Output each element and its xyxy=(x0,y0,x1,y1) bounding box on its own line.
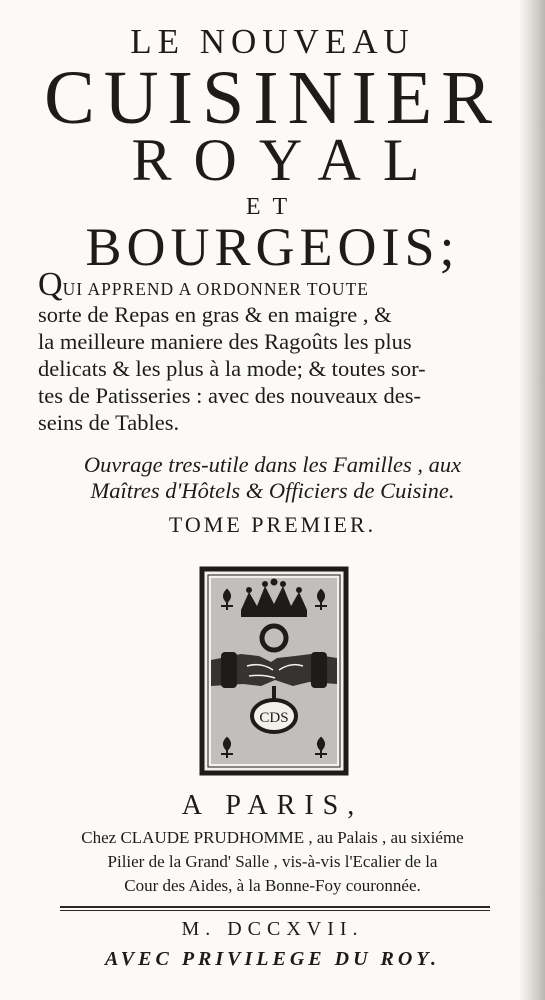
description-line-1 xyxy=(38,266,510,303)
imprint-line-3: Cour des Aides, à la Bonne-Foy couronnée. xyxy=(124,876,421,895)
imprint-line-2: Pilier de la Grand' Salle , vis-à-vis l'Ecalier de la xyxy=(107,852,438,871)
description-line-3: la meilleure maniere des Ragoûts les plus xyxy=(38,329,412,354)
title-line-cuisinier: CUISINIER xyxy=(44,56,501,140)
divider-rule-thin xyxy=(60,910,490,911)
divider-rule xyxy=(60,906,490,908)
subtitle-line-1: Ouvrage tres-utile dans les Familles , aux xyxy=(83,452,462,477)
royal-privilege: AVEC PRIVILEGE DU ROY. xyxy=(104,948,441,970)
emblem-monogram: CDS xyxy=(259,710,289,726)
page-edge-shadow xyxy=(519,0,545,1000)
printer-device-crown-handshake-icon xyxy=(199,566,349,776)
title-line-royal: ROYAL xyxy=(131,127,442,193)
description-line-6: seins de Tables. xyxy=(38,410,180,435)
description-line-5: tes de Patisseries : avec des nouveaux des- xyxy=(38,383,422,408)
description-line-2: sorte de Repas en gras & en maigre , & xyxy=(38,302,392,327)
description-line-4: delicats & les plus à la mode; & toutes sor- xyxy=(38,356,426,381)
volume-label: TOME PREMIER. xyxy=(168,512,377,537)
imprint-city: A PARIS, xyxy=(181,790,364,821)
subtitle-line-2: Maîtres d'Hôtels & Officiers de Cuisine. xyxy=(90,478,455,503)
printer-device-emblem xyxy=(199,566,349,776)
title-line-le-nouveau: LE NOUVEAU xyxy=(130,22,415,61)
title-line-bourgeois: BOURGEOIS; xyxy=(85,217,460,277)
description-smallcaps: UI APPREND A ORDONNER TOUTE xyxy=(62,279,369,299)
title-line-et: ET xyxy=(245,194,300,220)
imprint-line-1: Chez CLAUDE PRUDHOMME , au Palais , au sixiéme xyxy=(81,828,464,847)
drop-cap: Q xyxy=(38,266,63,303)
publication-year: M. DCCXVII. xyxy=(181,918,364,940)
